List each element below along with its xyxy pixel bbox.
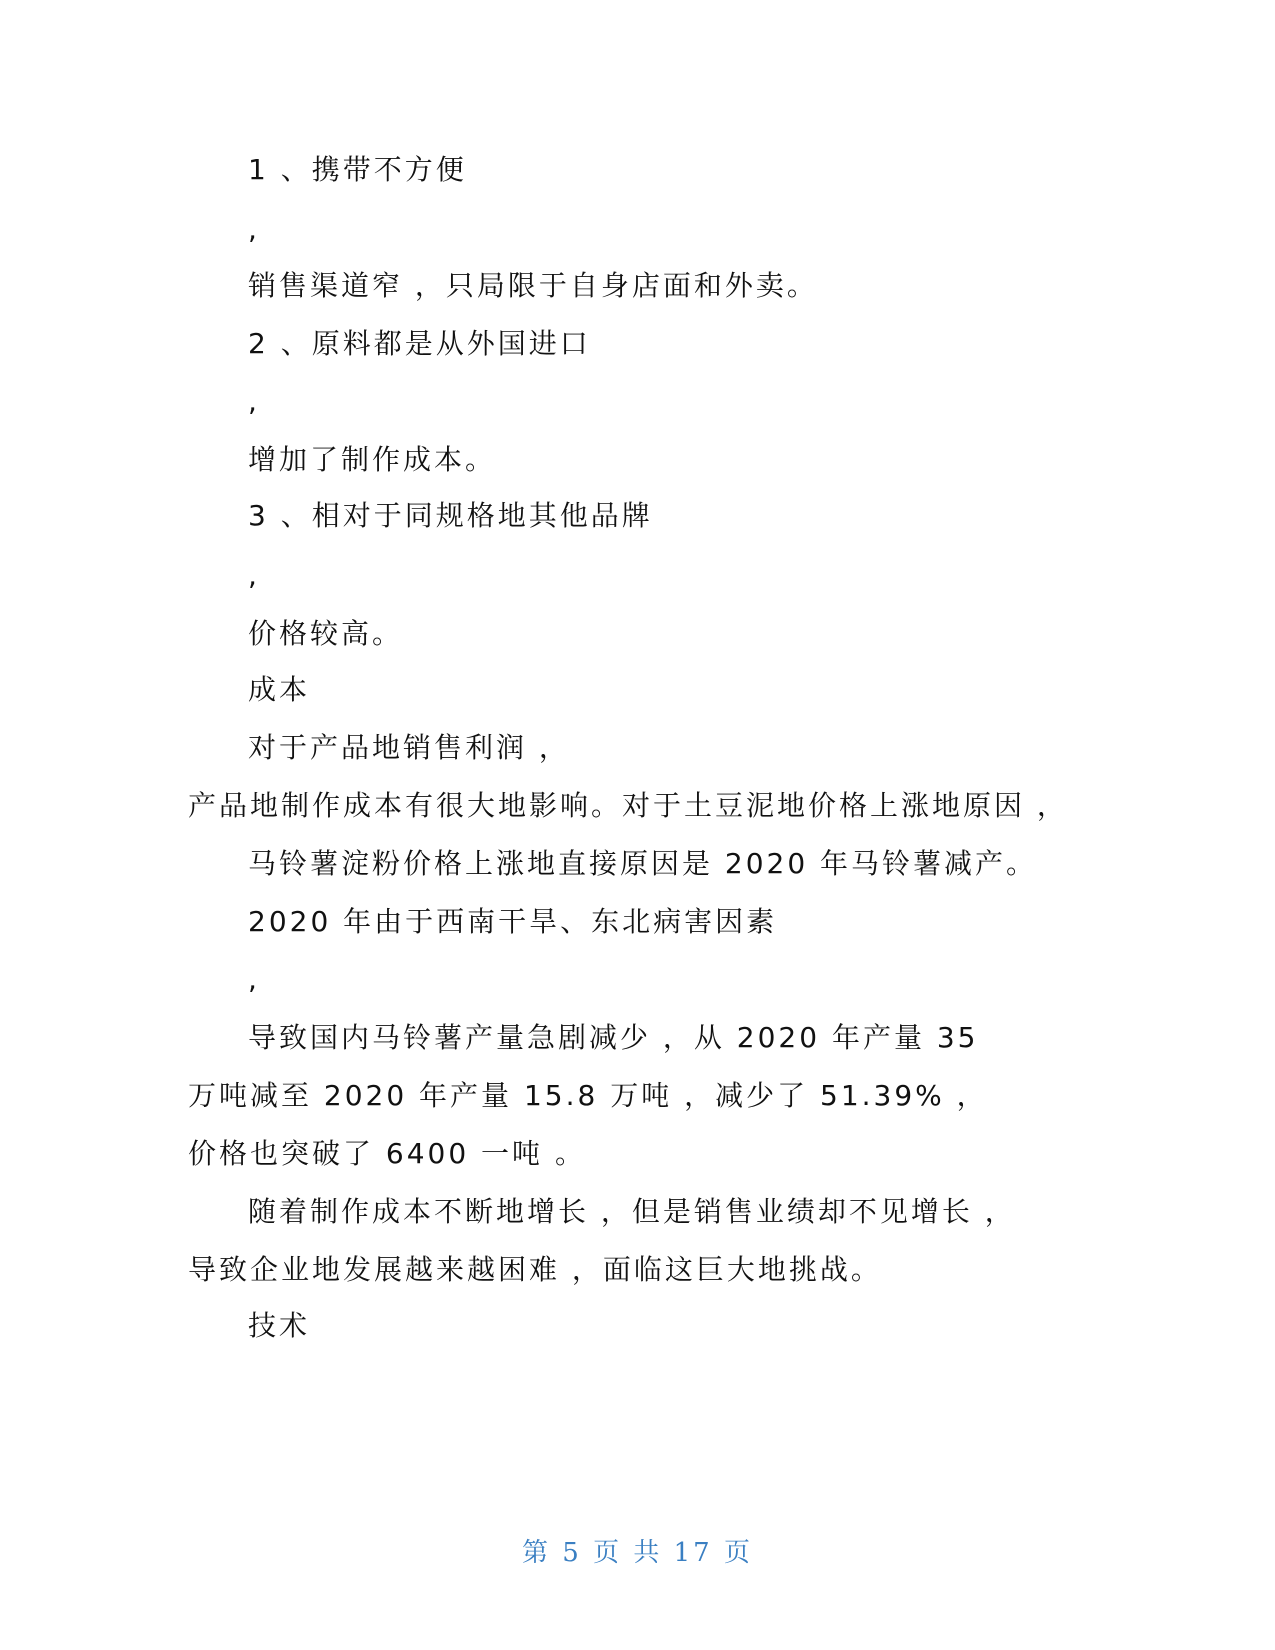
- paragraph-line: 产品地制作成本有很大地影响。对于土豆泥地价格上涨地原因 ，: [188, 789, 1068, 822]
- paragraph-line: 2020 年由于西南干旱、东北病害因素: [248, 905, 778, 938]
- paragraph-line: 万吨减至 2020 年产量 15.8 万吨 ，减少了 51.39% ，: [188, 1079, 988, 1112]
- comma-line: ,: [248, 963, 260, 996]
- comma-line: ,: [248, 559, 260, 592]
- paragraph-line: 随着制作成本不断地增长 ，但是销售业绩却不见增长 ，: [248, 1195, 1016, 1228]
- list-item-2: 2 、原料都是从外国进口: [248, 327, 591, 360]
- comma-line: ,: [248, 213, 260, 246]
- section-heading-cost: 成本: [248, 673, 311, 706]
- paragraph-line: 马铃薯淀粉价格上涨地直接原因是 2020 年马铃薯减产。: [248, 847, 1038, 880]
- paragraph-line: 导致企业地发展越来越困难 ，面临这巨大地挑战。: [188, 1253, 882, 1286]
- paragraph-line: 增加了制作成本。: [248, 443, 497, 476]
- list-item-3: 3 、相对于同规格地其他品牌: [248, 499, 653, 532]
- paragraph-line: 对于产品地销售利润 ，: [248, 731, 570, 764]
- paragraph-line: 导致国内马铃薯产量急剧减少 ，从 2020 年产量 35: [248, 1021, 979, 1054]
- section-heading-technology: 技术: [248, 1309, 311, 1342]
- comma-line: ,: [248, 385, 260, 418]
- paragraph-line: 价格较高。: [248, 617, 404, 650]
- page-number-footer: 第 5 页 共 17 页: [522, 1538, 753, 1568]
- paragraph-line: 销售渠道窄 ，只局限于自身店面和外卖。: [248, 269, 818, 302]
- list-item-1: 1 、携带不方便: [248, 153, 467, 186]
- paragraph-line: 价格也突破了 6400 一吨 。: [188, 1137, 586, 1170]
